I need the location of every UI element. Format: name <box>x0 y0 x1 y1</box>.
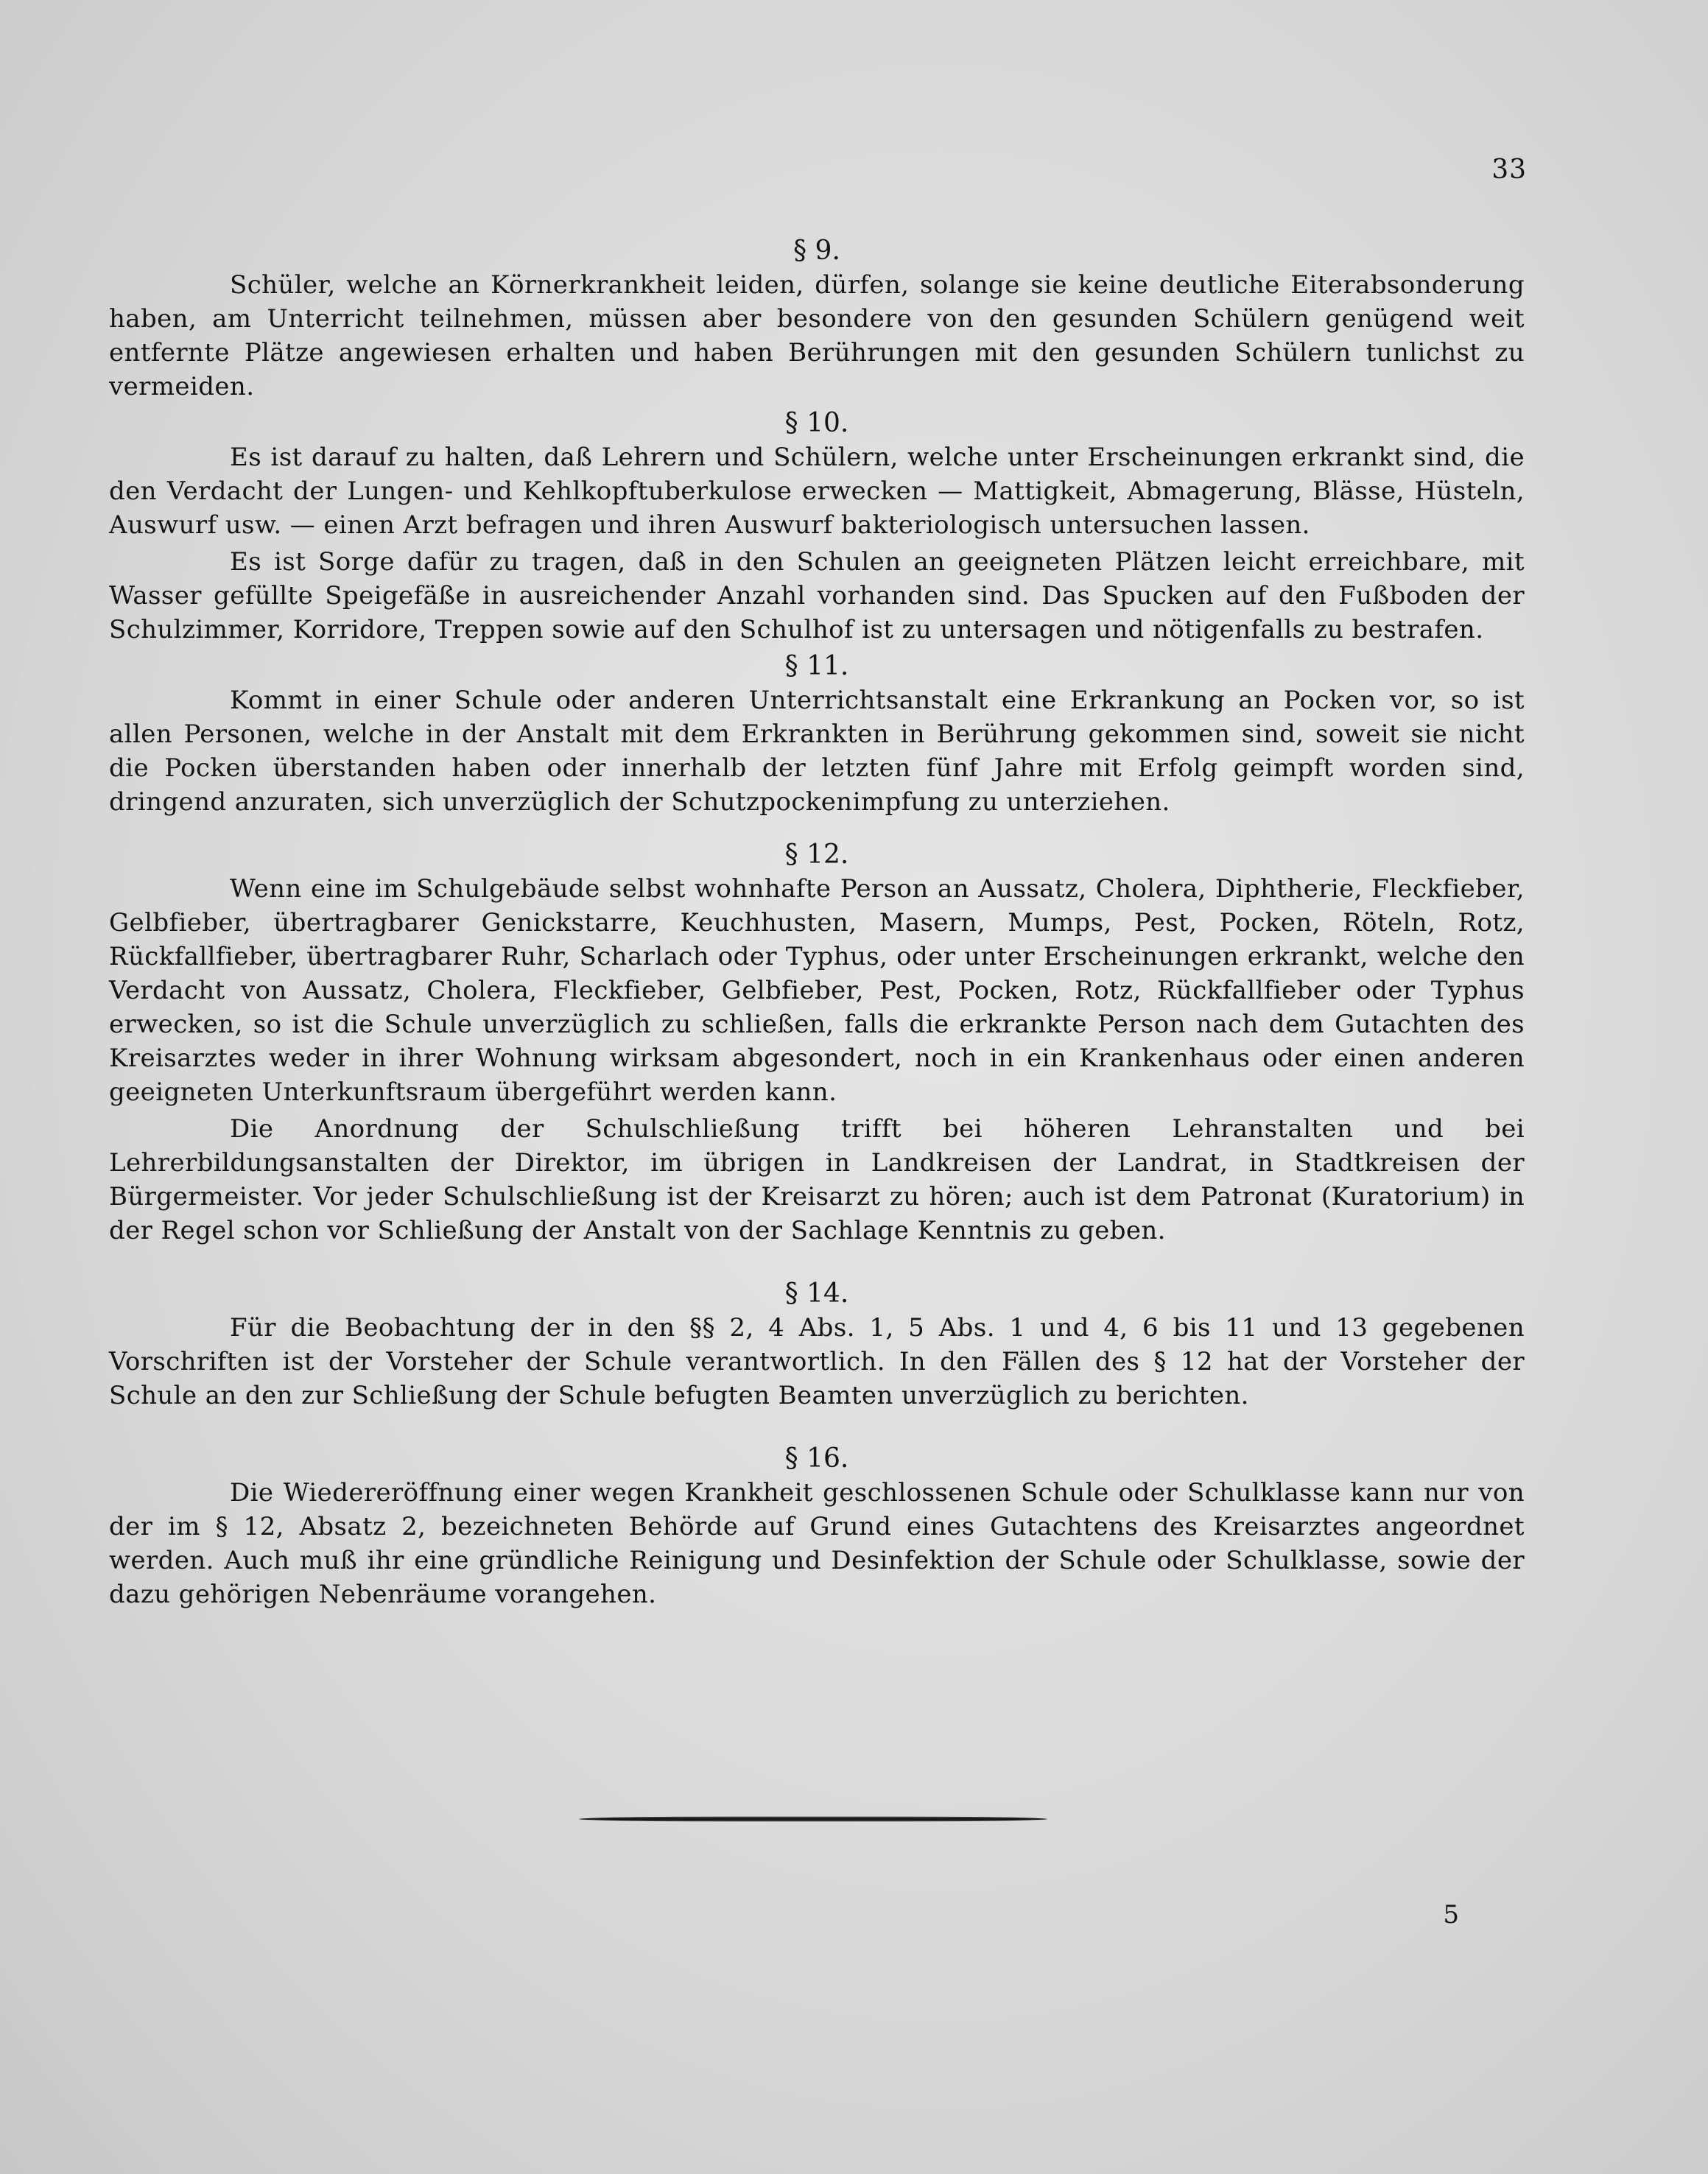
paragraph: Es ist darauf zu halten, daß Lehrern und Schülern, welche unter Erscheinungen erkrankt sind, die den Verdacht der Lungen- und Kehlkopftuberkulose erwecken — Mattigkeit, Abmagerung, Blässe, Hüsteln, Auswurf usw. — einen Arzt befragen und ihren Auswurf bakteriologisch untersuchen lassen. <box>109 443 1525 540</box>
section-12 <box>109 838 1525 1248</box>
paragraph: Wenn eine im Schulgebäude selbst wohnhafte Person an Aussatz, Cholera, Diphtherie, Fleckfieber, Gelbfieber, übertragbarer Genickstarre, Keuchhusten, Masern, Mumps, Pest, Pocken, Röteln, Rotz, Rückfallfieber, übertragbarer Ruhr, Scharlach oder Typhus, oder unter Erscheinungen erkrankt, welche den Verdacht von Aussatz, Cholera, Fleckfieber, Gelbfieber, Pest, Pocken, Rotz, Rückfallfieber oder Typhus erwecken, so ist die Schule unverzüglich zu schließen, falls die erkrankte Person nach dem Gutachten des Kreisarztes weder in ihrer Wohnung wirksam abgesondert, noch in ein Krankenhaus oder einen anderen geeigneten Unterkunftsraum übergeführt werden kann. <box>109 874 1525 1107</box>
section-heading: § 16. <box>784 1443 849 1474</box>
section-14 <box>109 1277 1525 1413</box>
section-9 <box>109 234 1525 404</box>
section-heading: § 14. <box>784 1278 849 1309</box>
paragraph: Kommt in einer Schule oder anderen Unterrichtsanstalt eine Erkrankung an Pocken vor, so ist allen Personen, welche in der Anstalt mit dem Erkrankten in Berührung gekommen sind, soweit sie nicht die Pocken überstanden haben oder innerhalb der letzten fünf Jahre mit Erfolg geimpft worden sind, dringend anzuraten, sich unverzüglich der Schutzpockenimpfung zu unterziehen. <box>109 686 1525 817</box>
document-body <box>109 234 1525 1611</box>
signature-number: 5 <box>1443 1900 1459 1929</box>
section-heading: § 11. <box>784 651 849 681</box>
closing-rule <box>579 1816 1047 1822</box>
paragraph: Schüler, welche an Körnerkrankheit leiden, dürfen, solange sie keine deutliche Eiterabsonderung haben, am Unterricht teilnehmen, müssen aber besondere von den gesunden Schülern genügend weit entfernte Plätze angewiesen erhalten und haben Berührungen mit den gesunden Schülern tunlichst zu vermeiden. <box>109 270 1525 401</box>
section-11 <box>109 650 1525 819</box>
paragraph: Die Wiedereröffnung einer wegen Krankheit geschlossenen Schule oder Schulklasse kann nur von der im § 12, Absatz 2, bezeichneten Behörde auf Grund eines Gutachtens des Kreisarztes angeordnet werden. Auch muß ihr eine gründliche Reinigung und Desinfektion der Schule oder Schulklasse, sowie der dazu gehörigen Nebenräume vorangehen. <box>109 1478 1525 1609</box>
section-heading: § 12. <box>784 840 849 870</box>
section-heading: § 9. <box>793 236 840 266</box>
paragraph: Für die Beobachtung der in den §§ 2, 4 Abs. 1, 5 Abs. 1 und 4, 6 bis 11 und 13 gegebenen Vorschriften ist der Vorsteher der Schule verantwortlich. In den Fällen des § 12 hat der Vorsteher der Schule an den zur Schließung der Schule befugten Beamten unverzüglich zu berichten. <box>109 1313 1525 1410</box>
section-heading: § 10. <box>784 408 849 438</box>
section-16 <box>109 1442 1525 1611</box>
section-10 <box>109 407 1525 647</box>
page-number: 33 <box>1491 155 1527 185</box>
paragraph: Es ist Sorge dafür zu tragen, daß in den Schulen an geeigneten Plätzen leicht erreichbare, mit Wasser gefüllte Speigefäße in ausreichender Anzahl vorhanden sind. Das Spucken auf den Fußboden der Schulzimmer, Korridore, Treppen sowie auf den Schulhof ist zu untersagen und nötigenfalls zu bestrafen. <box>109 547 1525 644</box>
paragraph: Die Anordnung der Schulschließung trifft bei höheren Lehranstalten und bei Lehrerbildungsanstalten der Direktor, im übrigen in Landkreisen der Landrat, in Stadtkreisen der Bürgermeister. Vor jeder Schulschließung ist der Kreisarzt zu hören; auch ist dem Patronat (Kuratorium) in der Regel schon vor Schließung der Anstalt von der Sachlage Kenntnis zu geben. <box>109 1114 1525 1245</box>
